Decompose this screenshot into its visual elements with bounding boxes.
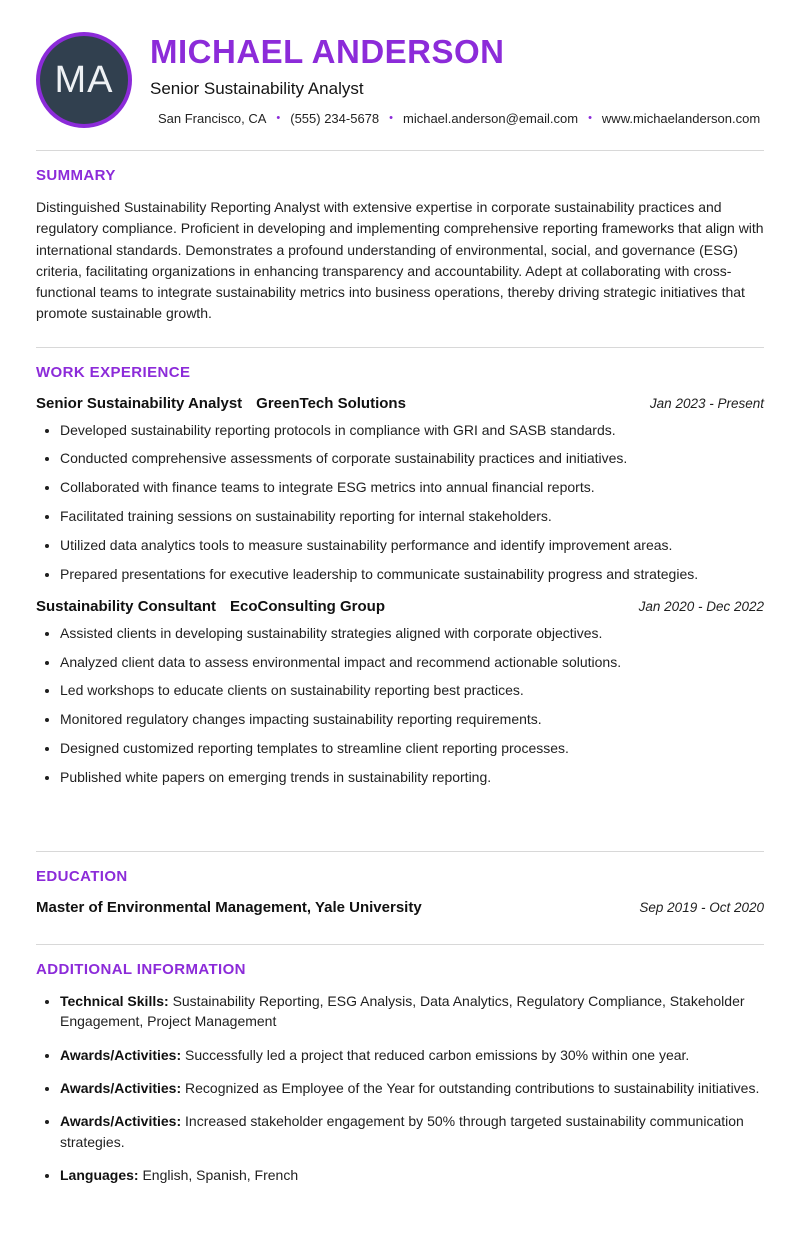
info-text: Recognized as Employee of the Year for outstanding contributions to sustainability initiatives. [185,1080,760,1097]
bullet-item: • Conducted comprehensive assessments of corporate sustainability practices and initiatives. [60,448,764,468]
bullet-item: • Prepared presentations for executive leadership to communicate sustainability progress and strategies. [60,564,764,584]
bullet-item: • Collaborated with finance teams to integrate ESG metrics into annual financial reports. [60,477,764,497]
info-text: English, Spanish, French [142,1166,299,1183]
candidate-name: MICHAEL ANDERSON [150,33,505,71]
section-spacer [36,801,764,829]
contact-location: San Francisco, CA [158,110,267,126]
info-label: Technical Skills: [60,993,169,1010]
info-label: Languages: [60,1166,139,1183]
bullet-item: • Analyzed client data to assess environmental impact and recommend actionable solutions. [60,652,764,672]
additional-info-list [36,991,764,1185]
bullet-item: • Designed customized reporting templates to streamline client reporting processes. [60,738,764,758]
avatar [36,32,132,128]
contact-row [150,111,764,126]
contact-email-link[interactable]: michael.anderson@email.com [403,110,579,126]
bullet-item: • Assisted clients in developing sustainability strategies aligned with corporate objectives. [60,623,764,643]
job-company: GreenTech Solutions [256,394,406,412]
job-title-line [36,598,385,615]
education-heading: EDUCATION [36,868,128,886]
info-item [60,991,764,1032]
info-label: Awards/Activities: [60,1080,182,1097]
job-bullet-list [36,420,764,584]
info-text: Increased stakeholder engagement by 50% through targeted sustainability communication strategies. [60,1113,744,1150]
contact-website-link[interactable]: www.michaelanderson.com [601,110,761,126]
job-bullet-list [36,623,764,787]
info-item [60,1111,764,1152]
avatar-initials: MA [54,58,114,101]
summary-section [36,150,764,325]
info-label: Awards/Activities: [60,1046,182,1063]
job-title-line [36,395,406,412]
contact-phone: (555) 234-5678 [290,110,380,126]
job-role: Senior Sustainability Analyst [36,394,243,412]
bullet-item: • Published white papers on emerging trends in sustainability reporting. [60,767,764,787]
job-entry [36,598,764,787]
bullet-item: • Monitored regulatory changes impacting sustainability reporting requirements. [60,709,764,729]
job-header [36,598,764,615]
info-text: Sustainability Reporting, ESG Analysis, Data Analytics, Regulatory Compliance, Stakeholder Engagement, Project Management [60,993,745,1030]
additional-information-heading: ADDITIONAL INFORMATION [36,961,246,979]
bullet-item: • Utilized data analytics tools to measure sustainability performance and identify improvement areas. [60,535,764,555]
dot-separator-icon: • [276,112,281,125]
education-degree: Master of Environmental Management, Yale University [36,899,422,917]
info-label: Awards/Activities: [60,1113,182,1130]
candidate-title: Senior Sustainability Analyst [150,78,364,98]
bullet-item: • Led workshops to educate clients on sustainability reporting best practices. [60,680,764,700]
dot-separator-icon: • [588,112,592,125]
bullet-item: • Developed sustainability reporting protocols in compliance with GRI and SASB standards. [60,420,764,440]
additional-information-section [36,944,764,1185]
job-dates: Jan 2020 - Dec 2022 [638,598,764,614]
info-text: Successfully led a project that reduced carbon emissions by 30% within one year. [185,1046,690,1063]
summary-heading: SUMMARY [36,167,116,184]
summary-text: Distinguished Sustainability Reporting Analyst with extensive expertise in corporate sustainability practices and regulatory compliance. Proficient in developing and implementing comprehensive reporting frameworks that align with international standards. Demonstrates a profound understanding of environmental, social, and governance (ESG) criteria, facilitating organizations in enhancing transparency and accountability. Adept at collaborating with cross-functional teams to integrate sustainability metrics into business operations, thereby driving strategic initiatives that promote sustainable growth. [36,199,764,322]
work-experience-section [36,347,764,830]
job-role: Sustainability Consultant [36,597,217,615]
info-item [60,1045,764,1065]
resume-header [36,32,764,128]
job-header [36,395,764,412]
education-entry [36,899,764,916]
job-dates: Jan 2023 - Present [649,395,764,411]
dot-separator-icon: • [389,112,393,125]
header-text [150,34,764,125]
work-experience-heading: WORK EXPERIENCE [36,363,191,381]
job-company: EcoConsulting Group [230,597,386,615]
job-entry [36,395,764,584]
education-section [36,851,764,916]
info-item [60,1165,764,1185]
info-item [60,1078,764,1098]
education-dates: Sep 2019 - Oct 2020 [639,900,764,916]
bullet-item: • Facilitated training sessions on sustainability reporting for internal stakeholders. [60,506,764,526]
